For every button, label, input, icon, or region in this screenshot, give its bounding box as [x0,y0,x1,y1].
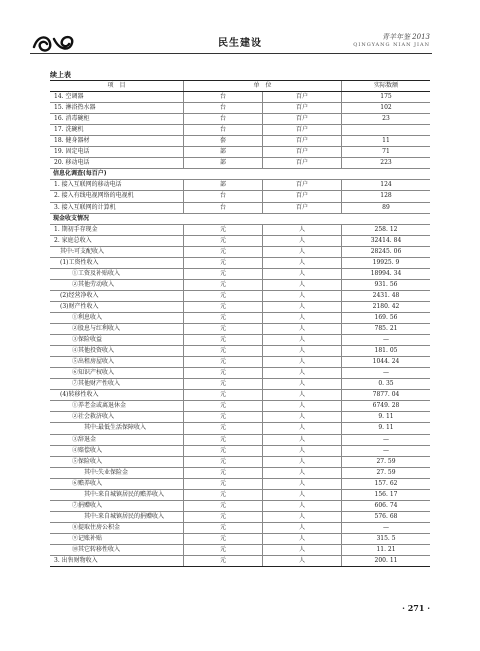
item-cell: 2. 接入有线电视网络的电视机 [50,191,184,202]
per-unit-cell: 人 [263,445,342,456]
value-cell: 124 [342,180,431,191]
table-row [50,103,430,114]
unit-cell: 元 [184,279,263,290]
per-unit-cell: 人 [263,412,342,423]
unit-cell: 元 [184,434,263,445]
item-cell: ⑨记账补贴 [50,533,184,544]
per-unit-cell: 人 [263,390,342,401]
per-unit-cell: 人 [263,224,342,235]
unit-cell: 元 [184,357,263,368]
unit-cell: 元 [184,456,263,467]
value-cell: — [342,522,431,533]
value-cell: 258. 12 [342,224,431,235]
per-unit-cell: 人 [263,301,342,312]
table-row [50,224,430,235]
value-cell: 181. 05 [342,346,431,357]
table-row [50,257,430,268]
per-unit-cell: 人 [263,500,342,511]
header-divider [30,53,432,54]
table-row [50,114,430,125]
value-cell: 169. 56 [342,312,431,323]
item-cell: 18. 健身器材 [50,136,184,147]
value-cell: 71 [342,147,431,158]
item-cell: 1. 期初手存现金 [50,224,184,235]
item-cell: ①利息收入 [50,312,184,323]
item-cell: ⑧提取住房公积金 [50,522,184,533]
unit-cell: 台 [184,114,263,125]
per-unit-cell: 人 [263,556,342,567]
unit-cell: 元 [184,500,263,511]
value-cell: 11 [342,136,431,147]
value-cell: 175 [342,92,431,103]
section-title: 现金收支情况 [50,213,430,224]
item-cell: ⑥知识产权收入 [50,368,184,379]
item-cell: 15. 淋浴热水器 [50,103,184,114]
unit-cell: 元 [184,368,263,379]
unit-cell: 元 [184,301,263,312]
item-cell: ④其他投资收入 [50,346,184,357]
table-row [50,180,430,191]
item-cell: ⑦捐赠收入 [50,500,184,511]
column-header-unit: 单 位 [184,81,342,92]
item-cell: 17. 洗碗机 [50,125,184,136]
item-cell: 1. 接入互联网的移动电话 [50,180,184,191]
table-row [50,379,430,390]
per-unit-cell: 百户 [263,202,342,213]
value-cell: — [342,434,431,445]
item-cell: ②其他劳动收入 [50,279,184,290]
unit-cell: 元 [184,522,263,533]
section-title: 信息化调查(每百户) [50,169,430,180]
value-cell: 315. 5 [342,533,431,544]
unit-cell: 元 [184,379,263,390]
value-cell: 2180. 42 [342,301,431,312]
item-cell: ①养老金或离退休金 [50,401,184,412]
per-unit-cell: 人 [263,268,342,279]
item-cell: 20. 移动电话 [50,158,184,169]
table-row [50,544,430,555]
per-unit-cell: 人 [263,434,342,445]
value-cell: 6749. 28 [342,401,431,412]
table-row [50,423,430,434]
value-cell: 19925. 9 [342,257,431,268]
table-row [50,202,430,213]
unit-cell: 元 [184,467,263,478]
per-unit-cell: 人 [263,401,342,412]
column-header-value: 实际数额 [342,81,431,92]
unit-cell: 部 [184,158,263,169]
unit-cell: 元 [184,511,263,522]
value-cell: 9. 11 [342,412,431,423]
table-row [50,312,430,323]
item-cell: 其中:失业保险金 [50,467,184,478]
unit-cell: 元 [184,401,263,412]
table-row [50,456,430,467]
statistics-table [50,80,430,567]
item-cell: (4)转移性收入 [50,390,184,401]
unit-cell: 元 [184,246,263,257]
unit-cell: 元 [184,423,263,434]
per-unit-cell: 人 [263,279,342,290]
per-unit-cell: 人 [263,511,342,522]
page-header-title: 民生建设 [218,38,262,49]
item-cell: ②股息与红利收入 [50,324,184,335]
unit-cell: 元 [184,224,263,235]
item-cell: ⑥赡养收入 [50,478,184,489]
unit-cell: 元 [184,268,263,279]
item-cell: 3. 接入互联网的计算机 [50,202,184,213]
item-cell: 16. 消毒碗柜 [50,114,184,125]
value-cell: 606. 74 [342,500,431,511]
table-row [50,279,430,290]
page-number: · 271 · [402,603,430,613]
table-row [50,556,430,567]
table-row [50,235,430,246]
table-row [50,346,430,357]
item-cell: (3)财产性收入 [50,301,184,312]
value-cell: 157. 62 [342,478,431,489]
per-unit-cell: 人 [263,478,342,489]
value-cell: 27. 59 [342,467,431,478]
item-cell: ②社会救济收入 [50,412,184,423]
per-unit-cell: 人 [263,379,342,390]
unit-cell: 部 [184,180,263,191]
unit-cell: 元 [184,235,263,246]
per-unit-cell: 百户 [263,136,342,147]
table-row [50,489,430,500]
value-cell: 32414. 84 [342,235,431,246]
per-unit-cell: 百户 [263,191,342,202]
unit-cell: 台 [184,103,263,114]
unit-cell: 元 [184,335,263,346]
value-cell: 785. 21 [342,324,431,335]
value-cell: 128 [342,191,431,202]
per-unit-cell: 人 [263,235,342,246]
table-row [50,158,430,169]
item-cell: 其中:最低生活保障收入 [50,423,184,434]
unit-cell: 台 [184,92,263,103]
item-cell: ⑤出租房屋收入 [50,357,184,368]
item-cell: ⑦其他财产性收入 [50,379,184,390]
per-unit-cell: 人 [263,357,342,368]
item-cell: ④赔偿收入 [50,445,184,456]
table-row [50,324,430,335]
item-cell: ③辞退金 [50,434,184,445]
unit-cell: 元 [184,445,263,456]
value-cell: — [342,335,431,346]
item-cell: 其中:来自城镇居民的捐赠收入 [50,511,184,522]
table-row [50,147,430,158]
unit-cell: 元 [184,324,263,335]
table-row [50,445,430,456]
value-cell: 102 [342,103,431,114]
per-unit-cell: 百户 [263,92,342,103]
per-unit-cell: 人 [263,489,342,500]
table-row [50,434,430,445]
value-cell: 223 [342,158,431,169]
value-cell: 28245. 06 [342,246,431,257]
value-cell: 18994. 34 [342,268,431,279]
table-row [50,268,430,279]
unit-cell: 元 [184,257,263,268]
table-row [50,290,430,301]
table-row [50,246,430,257]
per-unit-cell: 人 [263,290,342,301]
unit-cell: 元 [184,290,263,301]
item-cell: ⑤保险收入 [50,456,184,467]
item-cell: 其中:可支配收入 [50,246,184,257]
table-row [50,335,430,346]
table-row [50,478,430,489]
yearbook-title: 青羊年鉴 2013 [381,33,430,41]
per-unit-cell: 人 [263,312,342,323]
section-row [50,213,430,224]
per-unit-cell: 百户 [263,158,342,169]
table-row [50,92,430,103]
per-unit-cell: 百户 [263,103,342,114]
section-row [50,169,430,180]
per-unit-cell: 人 [263,533,342,544]
yearbook-subtitle: QINGYANG NIAN JIAN [353,42,430,48]
item-cell: (1)工资性收入 [50,257,184,268]
unit-cell: 元 [184,346,263,357]
value-cell: 1044. 24 [342,357,431,368]
unit-cell: 元 [184,489,263,500]
unit-cell: 台 [184,125,263,136]
table-row [50,136,430,147]
table-row [50,412,430,423]
unit-cell: 元 [184,556,263,567]
per-unit-cell: 人 [263,423,342,434]
per-unit-cell: 人 [263,544,342,555]
per-unit-cell: 人 [263,246,342,257]
table-header-row [50,81,430,92]
table-row [50,467,430,478]
unit-cell: 部 [184,147,263,158]
unit-cell: 元 [184,390,263,401]
unit-cell: 元 [184,312,263,323]
per-unit-cell: 人 [263,257,342,268]
per-unit-cell: 人 [263,456,342,467]
unit-cell: 元 [184,533,263,544]
per-unit-cell: 百户 [263,180,342,191]
per-unit-cell: 人 [263,335,342,346]
column-header-item: 项 目 [50,81,184,92]
value-cell: 200. 11 [342,556,431,567]
item-cell: 14. 空调器 [50,92,184,103]
value-cell: 931. 56 [342,279,431,290]
table-row [50,390,430,401]
per-unit-cell: 人 [263,522,342,533]
per-unit-cell: 人 [263,368,342,379]
per-unit-cell: 人 [263,346,342,357]
value-cell: 27. 59 [342,456,431,467]
unit-cell: 元 [184,478,263,489]
table-row [50,125,430,136]
table-row [50,357,430,368]
value-cell: 7877. 04 [342,390,431,401]
unit-cell: 台 [184,191,263,202]
item-cell: ⑩其它转移性收入 [50,544,184,555]
item-cell: (2)经营净收入 [50,290,184,301]
value-cell [342,125,431,136]
table-row [50,368,430,379]
value-cell: 89 [342,202,431,213]
table-row [50,191,430,202]
item-cell: 19. 固定电话 [50,147,184,158]
table-row [50,522,430,533]
item-cell: 2. 家庭总收入 [50,235,184,246]
per-unit-cell: 百户 [263,125,342,136]
table-row [50,301,430,312]
per-unit-cell: 人 [263,324,342,335]
item-cell: ③保险收益 [50,335,184,346]
table-row [50,401,430,412]
value-cell: 576. 68 [342,511,431,522]
item-cell: ①工资及补贴收入 [50,268,184,279]
per-unit-cell: 百户 [263,114,342,125]
per-unit-cell: 人 [263,467,342,478]
continued-label: 续上表 [50,71,71,79]
unit-cell: 台 [184,202,263,213]
unit-cell: 套 [184,136,263,147]
value-cell: 23 [342,114,431,125]
item-cell: 其中:来自城镇居民的赡养收入 [50,489,184,500]
table-row [50,511,430,522]
value-cell: — [342,368,431,379]
value-cell: 2431. 48 [342,290,431,301]
value-cell: 0. 35 [342,379,431,390]
value-cell: 9. 11 [342,423,431,434]
table-row [50,500,430,511]
value-cell: — [342,445,431,456]
item-cell: 3. 出售财物收入 [50,556,184,567]
table-row [50,533,430,544]
unit-cell: 元 [184,412,263,423]
value-cell: 156. 17 [342,489,431,500]
per-unit-cell: 百户 [263,147,342,158]
unit-cell: 元 [184,544,263,555]
value-cell: 11. 21 [342,544,431,555]
